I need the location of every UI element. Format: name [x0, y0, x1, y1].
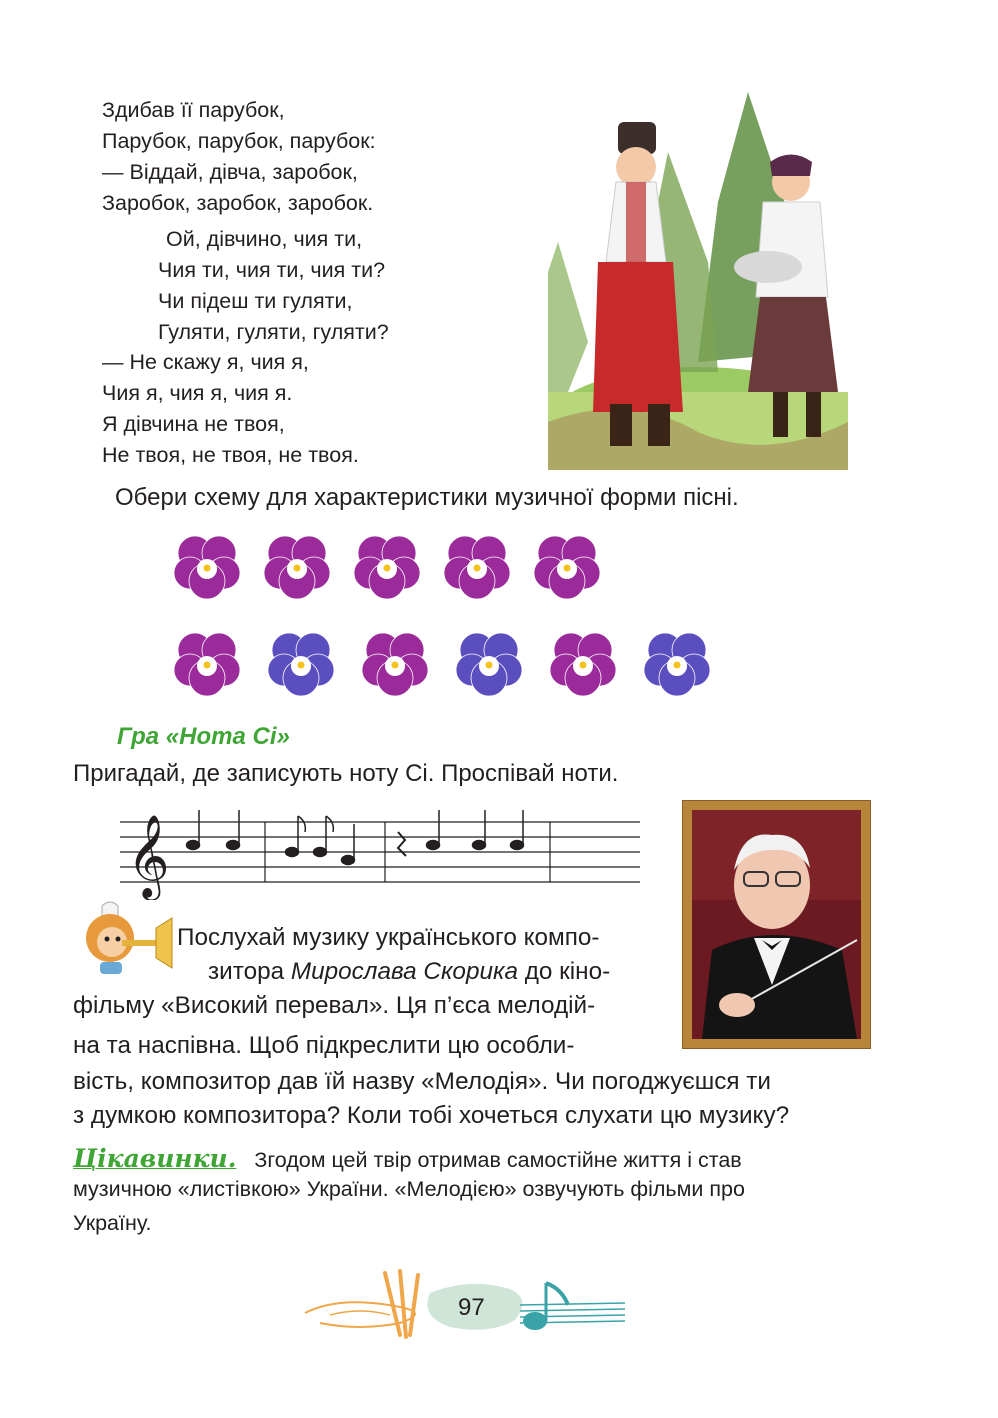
lyric-line: Не твоя, не твоя, не твоя. — [102, 443, 359, 467]
purple-flower-icon — [173, 630, 241, 698]
game-title: Гра «Нота Сі» — [117, 723, 290, 750]
song-stanza-2 — [102, 347, 359, 471]
fact-line: музичною «листівкою» України. «Мелодією» озвучують фільми про — [73, 1177, 745, 1201]
purple-flower-icon — [443, 533, 511, 601]
listen-line: Послухай музику українського компо- — [177, 924, 600, 951]
listen-line — [208, 955, 610, 989]
listen-line: фільму «Високий перевал». Ця п’єса мелодій- — [73, 992, 596, 1019]
listen-line: вість, композитор дав їй назву «Мелодія». Чи погоджуєшся ти — [73, 1068, 771, 1095]
lyric-line: Заробок, заробок, заробок. — [102, 191, 374, 215]
lyric-line: Парубок, парубок, парубок: — [102, 129, 376, 153]
lyric-line: Чи підеш ти гуляти, — [158, 289, 353, 313]
song-stanza-1 — [102, 95, 376, 219]
fact-line: Україну. — [73, 1211, 152, 1235]
listen-line: з думкою композитора? Коли тобі хочеться слухати цю музику? — [73, 1102, 790, 1129]
purple-flower-icon — [263, 533, 331, 601]
mascot-trumpet-icon — [72, 898, 177, 978]
purple-flower-icon — [361, 630, 429, 698]
lyric-line: Ой, дівчино, чия ти, — [166, 227, 363, 251]
illustration-couple — [548, 92, 848, 470]
listen-text: зитора — [208, 958, 291, 985]
fact-text: Згодом цей твір отримав самостійне життя і став — [254, 1148, 742, 1172]
game-instruction: Пригадай, де записують ноту Сі. Проспівай ноти. — [73, 760, 619, 787]
composer-portrait — [692, 810, 861, 1039]
portrait-frame — [683, 801, 870, 1048]
lyric-line: Здибав її парубок, — [102, 98, 285, 122]
scheme-row-2[interactable] — [173, 628, 733, 700]
purple-flower-icon — [533, 533, 601, 601]
blue-flower-icon — [643, 630, 711, 698]
purple-flower-icon — [549, 630, 617, 698]
lyric-line: Гуляти, гуляти, гуляти? — [158, 320, 389, 344]
fact-label: Цікавинки. — [73, 1144, 237, 1173]
listen-text: до кіно- — [517, 958, 611, 985]
listen-line: на та наспівна. Щоб підкреслити цю особли- — [73, 1032, 575, 1059]
task-text: Обери схему для характеристики музичної форми пісні. — [115, 484, 739, 511]
fact-line — [73, 1142, 742, 1177]
music-staff — [115, 800, 645, 900]
page-number: 97 — [458, 1294, 485, 1321]
lyric-line: Я дівчина не твоя, — [102, 412, 285, 436]
blue-flower-icon — [267, 630, 335, 698]
song-chorus — [158, 224, 389, 348]
scheme-row-1[interactable] — [173, 531, 623, 603]
composer-name: Мирослава Скорика — [290, 958, 518, 985]
blue-flower-icon — [455, 630, 523, 698]
lyric-line: — Не скажу я, чия я, — [102, 350, 309, 374]
treble-clef-icon: 𝄞 — [127, 813, 170, 897]
lyric-line: Чия я, чия я, чия я. — [102, 381, 293, 405]
purple-flower-icon — [353, 533, 421, 601]
lyric-line: — Віддай, дівча, заробок, — [102, 160, 358, 184]
lyric-line: Чия ти, чия ти, чия ти? — [158, 258, 386, 282]
purple-flower-icon — [173, 533, 241, 601]
